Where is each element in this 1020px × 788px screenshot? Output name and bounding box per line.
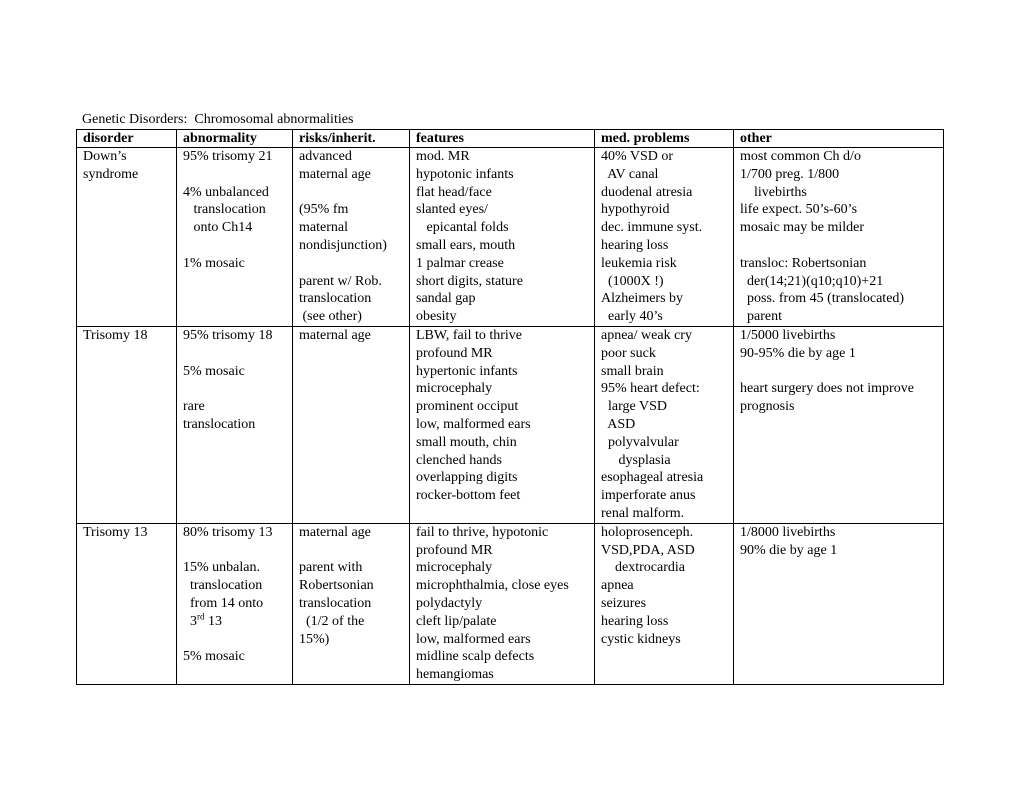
cell-line: Trisomy 13 [83, 524, 148, 540]
cell-features [410, 326, 595, 523]
cell-line: maternal age [299, 327, 371, 343]
cell-risks [293, 326, 410, 523]
cell-line: 5% mosaic [183, 363, 245, 379]
cell-line: transloc: Robertsonian [740, 255, 867, 271]
cell-line: (see other) [299, 309, 362, 325]
cell-line: small brain [601, 363, 664, 379]
cell-line: polyvalvular [601, 434, 679, 450]
cell-line: hypotonic infants [416, 166, 514, 182]
cell-line: 1 palmar crease [416, 255, 504, 271]
cell-line: esophageal atresia [601, 470, 704, 486]
cell-line: 1/700 preg. 1/800 [740, 166, 840, 182]
cell-line: 5% mosaic [183, 649, 245, 665]
cell-line: profound MR [416, 345, 493, 361]
cell-med-problems [595, 326, 734, 523]
cell-line: der(14;21)(q10;q10)+21 [740, 273, 884, 289]
cell-med-problems [595, 523, 734, 684]
cell-line: (1000X !) [601, 273, 664, 289]
cell-line: 1% mosaic [183, 255, 245, 271]
column-header-risks: risks/inherit. [293, 130, 410, 148]
cell-line: prognosis [740, 399, 795, 415]
cell-line: mod. MR [416, 149, 470, 164]
cell-line [299, 255, 403, 273]
cell-line: midline scalp defects [416, 649, 535, 665]
cell-line: 15%) [299, 631, 330, 647]
cell-line: Alzheimers by [601, 291, 684, 307]
cell-line: obesity [416, 309, 457, 325]
cell-line: small ears, mouth [416, 237, 516, 253]
cell-line: 1/5000 livebirths [740, 327, 836, 343]
disorders-table [76, 129, 944, 685]
cell-line: 80% trisomy 13 [183, 524, 273, 540]
table-row [77, 523, 944, 684]
cell-line: epicantal folds [416, 220, 509, 236]
cell-line: seizures [601, 595, 647, 611]
column-header-med-problems: med. problems [595, 130, 734, 148]
cell-line: prominent occiput [416, 399, 519, 415]
cell-line: 40% VSD or [601, 149, 674, 164]
cell-line: Trisomy 18 [83, 327, 148, 343]
cell-other [734, 148, 944, 327]
cell-line: Down’s [83, 149, 127, 164]
cell-line: hypertonic infants [416, 363, 518, 379]
cell-line: microphthalmia, close eyes [416, 578, 569, 594]
cell-med-problems [595, 148, 734, 327]
header-row [77, 130, 944, 148]
cell-line: rocker-bottom feet [416, 488, 521, 504]
cell-other [734, 326, 944, 523]
table-row [77, 326, 944, 523]
cell-line: parent with [299, 560, 363, 576]
cell-features [410, 523, 595, 684]
cell-line: dec. immune syst. [601, 220, 703, 236]
cell-line: dysplasia [601, 452, 671, 468]
cell-risks [293, 523, 410, 684]
cell-line: leukemia risk [601, 255, 677, 271]
cell-line: apnea/ weak cry [601, 327, 692, 343]
cell-line: LBW, fail to thrive [416, 327, 523, 343]
cell-line: 95% trisomy 21 [183, 149, 273, 164]
cell-line: mosaic may be milder [740, 220, 865, 236]
cell-line: life expect. 50’s-60’s [740, 202, 858, 218]
cell-line: cleft lip/palate [416, 613, 497, 629]
cell-line: maternal [299, 220, 348, 236]
cell-line: dextrocardia [601, 560, 685, 576]
cell-line: large VSD [601, 399, 667, 415]
cell-line: renal malform. [601, 505, 685, 521]
cell-line [299, 542, 403, 560]
cell-line: poor suck [601, 345, 656, 361]
cell-line: holoprosenceph. [601, 524, 694, 540]
cell-line: slanted eyes/ [416, 202, 488, 218]
table-row [77, 148, 944, 327]
cell-line: 15% unbalan. [183, 560, 260, 576]
cell-line: cystic kidneys [601, 631, 681, 647]
cell-line: rare [183, 399, 205, 415]
cell-risks [293, 148, 410, 327]
cell-line [740, 237, 937, 255]
cell-disorder [77, 523, 177, 684]
cell-line: AV canal [601, 166, 659, 182]
cell-line [183, 237, 286, 255]
cell-line: heart surgery does not improve [740, 381, 914, 397]
cell-line: 90% die by age 1 [740, 542, 838, 558]
cell-line: low, malformed ears [416, 631, 531, 647]
cell-line: 1/8000 livebirths [740, 524, 836, 540]
cell-line: VSD,PDA, ASD [601, 542, 695, 558]
cell-line: hypothyroid [601, 202, 670, 218]
cell-line: early 40’s [601, 309, 663, 325]
cell-line: hemangiomas [416, 667, 494, 683]
cell-line: 90-95% die by age 1 [740, 345, 856, 361]
cell-line [183, 631, 286, 649]
cell-line: polydactyly [416, 595, 483, 611]
cell-line: fail to thrive, hypotonic [416, 524, 549, 540]
cell-line: syndrome [83, 166, 139, 182]
cell-line: microcephaly [416, 560, 493, 576]
cell-line: hearing loss [601, 613, 669, 629]
cell-line: (1/2 of the [299, 613, 365, 629]
cell-line: translocation [299, 595, 372, 611]
cell-line: onto Ch14 [183, 220, 253, 236]
cell-line: flat head/face [416, 184, 492, 200]
cell-line: advanced [299, 149, 352, 164]
cell-line: most common Ch d/o [740, 149, 861, 164]
cell-line [183, 542, 286, 560]
cell-line: translocation [183, 416, 256, 432]
column-header-other: other [734, 130, 944, 148]
cell-abnormality [177, 148, 293, 327]
cell-line [740, 363, 937, 381]
cell-line: parent w/ Rob. [299, 273, 382, 289]
cell-line: small mouth, chin [416, 434, 517, 450]
cell-line: maternal age [299, 524, 371, 540]
cell-line [183, 345, 286, 363]
cell-disorder [77, 326, 177, 523]
cell-line: microcephaly [416, 381, 493, 397]
cell-line [299, 184, 403, 202]
cell-line: hearing loss [601, 237, 669, 253]
cell-line: (95% fm [299, 202, 349, 218]
ordinal-superscript: rd [197, 611, 205, 622]
cell-line: apnea [601, 578, 634, 594]
cell-line: poss. from 45 (translocated) [740, 291, 905, 307]
cell-line: 95% heart defect: [601, 381, 700, 397]
cell-other [734, 523, 944, 684]
cell-features [410, 148, 595, 327]
cell-abnormality [177, 523, 293, 684]
cell-line: translocation [183, 578, 263, 594]
cell-line: short digits, stature [416, 273, 523, 289]
cell-disorder [77, 148, 177, 327]
cell-line: 4% unbalanced [183, 184, 269, 200]
cell-line: imperforate anus [601, 488, 696, 504]
cell-line: from 14 onto [183, 595, 264, 611]
cell-line: 95% trisomy 18 [183, 327, 273, 343]
cell-line: clenched hands [416, 452, 502, 468]
cell-line: translocation [183, 202, 266, 218]
document-title: Genetic Disorders: Chromosomal abnormalities [82, 112, 354, 127]
cell-line: livebirths [740, 184, 807, 200]
cell-line: sandal gap [416, 291, 476, 307]
column-header-disorder: disorder [77, 130, 177, 148]
cell-line: translocation [299, 291, 372, 307]
cell-line: Robertsonian [299, 578, 374, 594]
cell-line: low, malformed ears [416, 416, 531, 432]
cell-abnormality [177, 326, 293, 523]
cell-line: parent [740, 309, 782, 325]
cell-line: duodenal atresia [601, 184, 693, 200]
cell-line: profound MR [416, 542, 493, 558]
ordinal-tail: 13 [204, 613, 222, 629]
column-header-features: features [410, 130, 595, 148]
cell-line: overlapping digits [416, 470, 518, 486]
column-header-abnormality: abnormality [177, 130, 293, 148]
cell-line: nondisjunction) [299, 237, 387, 253]
cell-line: maternal age [299, 166, 371, 182]
cell-line: 3rd 13 [183, 611, 222, 629]
cell-line [183, 380, 286, 398]
cell-line [183, 166, 286, 184]
cell-line: ASD [601, 416, 636, 432]
